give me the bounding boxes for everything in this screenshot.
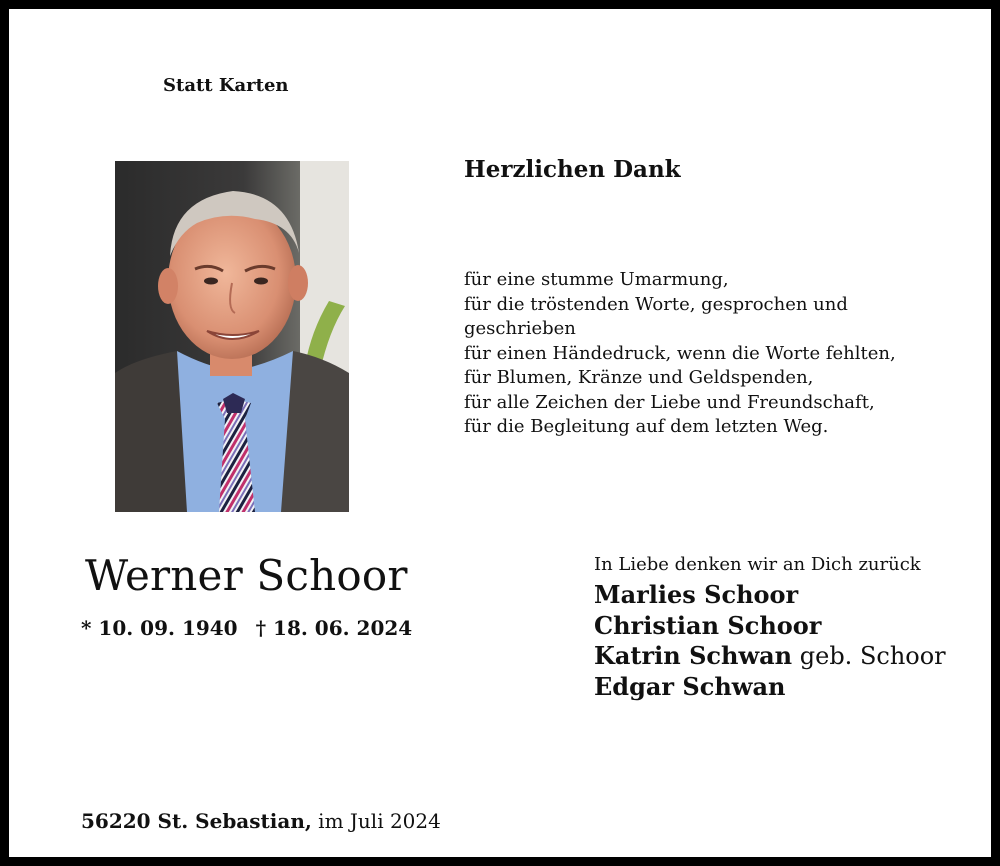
thanks-heading: Herzlichen Dank (464, 156, 681, 183)
thanks-line: für alle Zeichen der Liebe und Freundschaft, (464, 391, 875, 413)
mourner-name: Katrin Schwan geb. Schoor (594, 641, 946, 670)
thanks-line: für die Begleitung auf dem letzten Weg. (464, 416, 829, 437)
life-dates (81, 616, 412, 640)
mourner-name: Christian Schoor (594, 610, 822, 640)
thanks-line: geschrieben (464, 318, 576, 339)
thanks-line: für Blumen, Kränze und Geldspenden, (464, 367, 814, 388)
statt-karten-label: Statt Karten (163, 75, 289, 96)
thanks-line: für eine stumme Umarmung, (464, 269, 729, 290)
mourner-name: Marlies Schoor (594, 580, 799, 609)
portrait-image (115, 161, 349, 512)
portrait-photo (115, 161, 349, 512)
deceased-name: Werner Schoor (85, 551, 408, 600)
mourners-intro: In Liebe denken wir an Dich zurück (594, 554, 921, 575)
birth-date: * 10. 09. 1940 (81, 616, 238, 640)
thanks-line: für einen Händedruck, wenn die Worte fehlten, (464, 342, 896, 364)
place-and-date (81, 809, 441, 833)
mourner-name: Edgar Schwan (594, 671, 786, 701)
death-date: † 18. 06. 2024 (255, 616, 413, 640)
date: im Juli 2024 (311, 809, 441, 833)
thanks-text (464, 268, 924, 440)
place: 56220 St. Sebastian, (81, 809, 312, 833)
mourners-list (594, 580, 946, 702)
thanks-line: für die tröstenden Worte, gesprochen und (464, 293, 848, 315)
